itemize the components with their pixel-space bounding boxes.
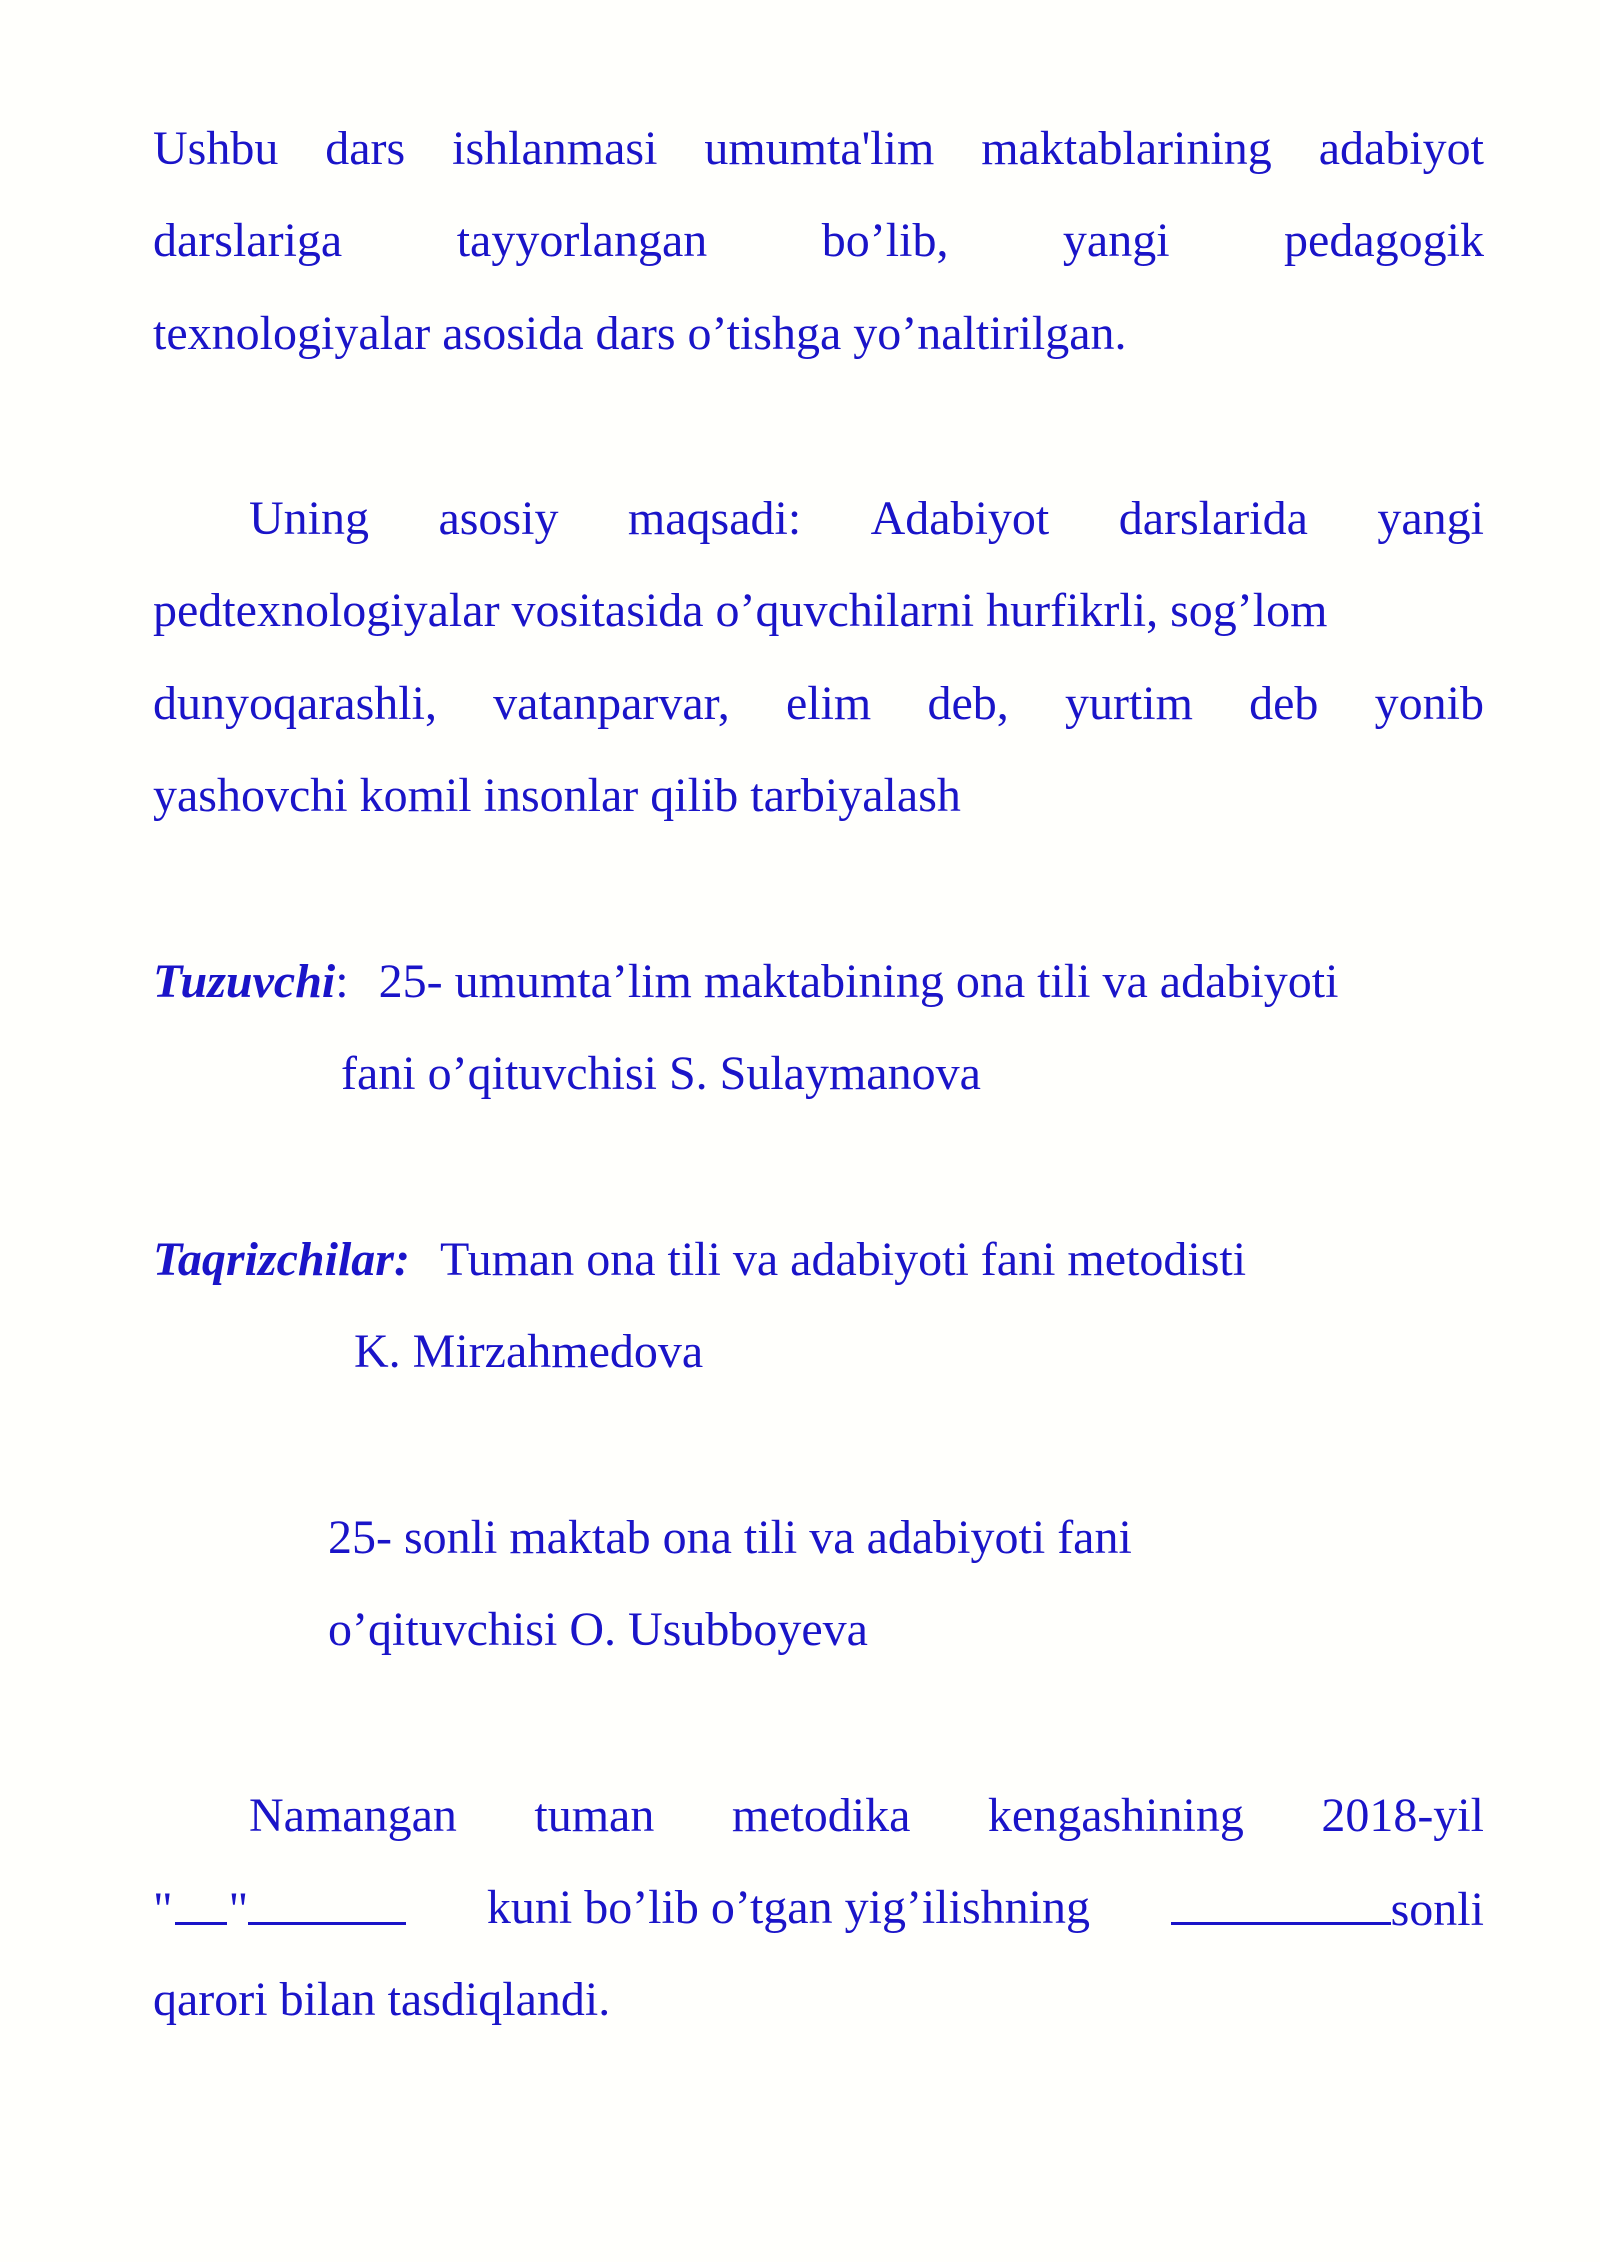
approval-day-text: kuni bo’lib o’tgan yig’ilishning bbox=[486, 1881, 1090, 1934]
word: pedagogik bbox=[1284, 214, 1484, 267]
word: maktablarining bbox=[981, 122, 1272, 175]
author-text: 25- umumta’lim maktabining ona tili va adabiyoti bbox=[378, 955, 1339, 1008]
word: Uning bbox=[249, 492, 369, 545]
reviewers-line-3: 25- sonli maktab ona tili va adabiyoti fani bbox=[328, 1511, 1132, 1564]
reviewers-text: Tuman ona tili va adabiyoti fani metodisti bbox=[439, 1233, 1247, 1286]
author-line-2: fani o’qituvchisi S. Sulaymanova bbox=[341, 1047, 981, 1100]
word: Ushbu bbox=[153, 122, 279, 175]
word: adabiyot bbox=[1318, 122, 1484, 175]
word: umumta'lim bbox=[704, 122, 935, 175]
intro-line-3: texnologiyalar asosida dars o’tishga yo’naltirilgan. bbox=[153, 307, 1127, 360]
word: darslariga bbox=[153, 214, 343, 267]
word: dars bbox=[325, 122, 406, 175]
word: yangi bbox=[1062, 214, 1170, 267]
intro-line-2 bbox=[153, 214, 1484, 267]
word: yurtim bbox=[1064, 677, 1193, 730]
word: asosiy bbox=[438, 492, 559, 545]
quote-open: " bbox=[153, 1883, 173, 1936]
word: 2018-yil bbox=[1321, 1789, 1484, 1842]
approval-line-1 bbox=[249, 1789, 1484, 1842]
word: tayyorlangan bbox=[456, 214, 708, 267]
reviewers-line-1 bbox=[153, 1233, 1247, 1286]
word: dunyoqarashli, bbox=[153, 677, 437, 730]
word: vatanparvar, bbox=[493, 677, 730, 730]
word: Namangan bbox=[249, 1789, 457, 1842]
word: deb, bbox=[927, 677, 1009, 730]
word: tuman bbox=[534, 1789, 655, 1842]
word: deb bbox=[1249, 677, 1319, 730]
number-blank bbox=[1171, 1884, 1391, 1925]
month-blank bbox=[248, 1884, 406, 1925]
goal-line-3 bbox=[153, 677, 1484, 730]
reviewers-line-4: o’qituvchisi O. Usubboyeva bbox=[328, 1603, 868, 1656]
word: yangi bbox=[1377, 492, 1484, 545]
intro-line-1 bbox=[153, 122, 1484, 175]
goal-line-2: pedtexnologiyalar vositasida o’quvchilarni hurfikrli, sog’lom bbox=[153, 584, 1328, 637]
goal-line-1 bbox=[249, 492, 1484, 545]
author-colon: : bbox=[335, 955, 349, 1008]
sonli-word: sonli bbox=[1390, 1883, 1484, 1936]
author-line-1 bbox=[153, 955, 1339, 1008]
word: Adabiyot bbox=[870, 492, 1050, 545]
word: darslarida bbox=[1118, 492, 1308, 545]
word: yonib bbox=[1374, 677, 1484, 730]
day-blank bbox=[175, 1884, 227, 1925]
goal-line-4: yashovchi komil insonlar qilib tarbiyalash bbox=[153, 769, 961, 822]
date-blanks bbox=[153, 1884, 406, 1934]
word: ishlanmasi bbox=[452, 122, 658, 175]
word: bo’lib, bbox=[821, 214, 949, 267]
quote-close: " bbox=[228, 1883, 249, 1936]
reviewers-label: Taqrizchilar: bbox=[153, 1233, 410, 1286]
number-blank-group bbox=[1171, 1884, 1484, 1934]
reviewers-line-2: K. Mirzahmedova bbox=[354, 1325, 704, 1378]
approval-line-3: qarori bilan tasdiqlandi. bbox=[153, 1973, 611, 2026]
word: metodika bbox=[731, 1789, 911, 1842]
word: elim bbox=[785, 677, 872, 730]
word: kengashining bbox=[987, 1789, 1244, 1842]
approval-line-2 bbox=[153, 1881, 1484, 1936]
word: maqsadi: bbox=[627, 492, 802, 545]
author-label: Tuzuvchi bbox=[153, 955, 336, 1008]
